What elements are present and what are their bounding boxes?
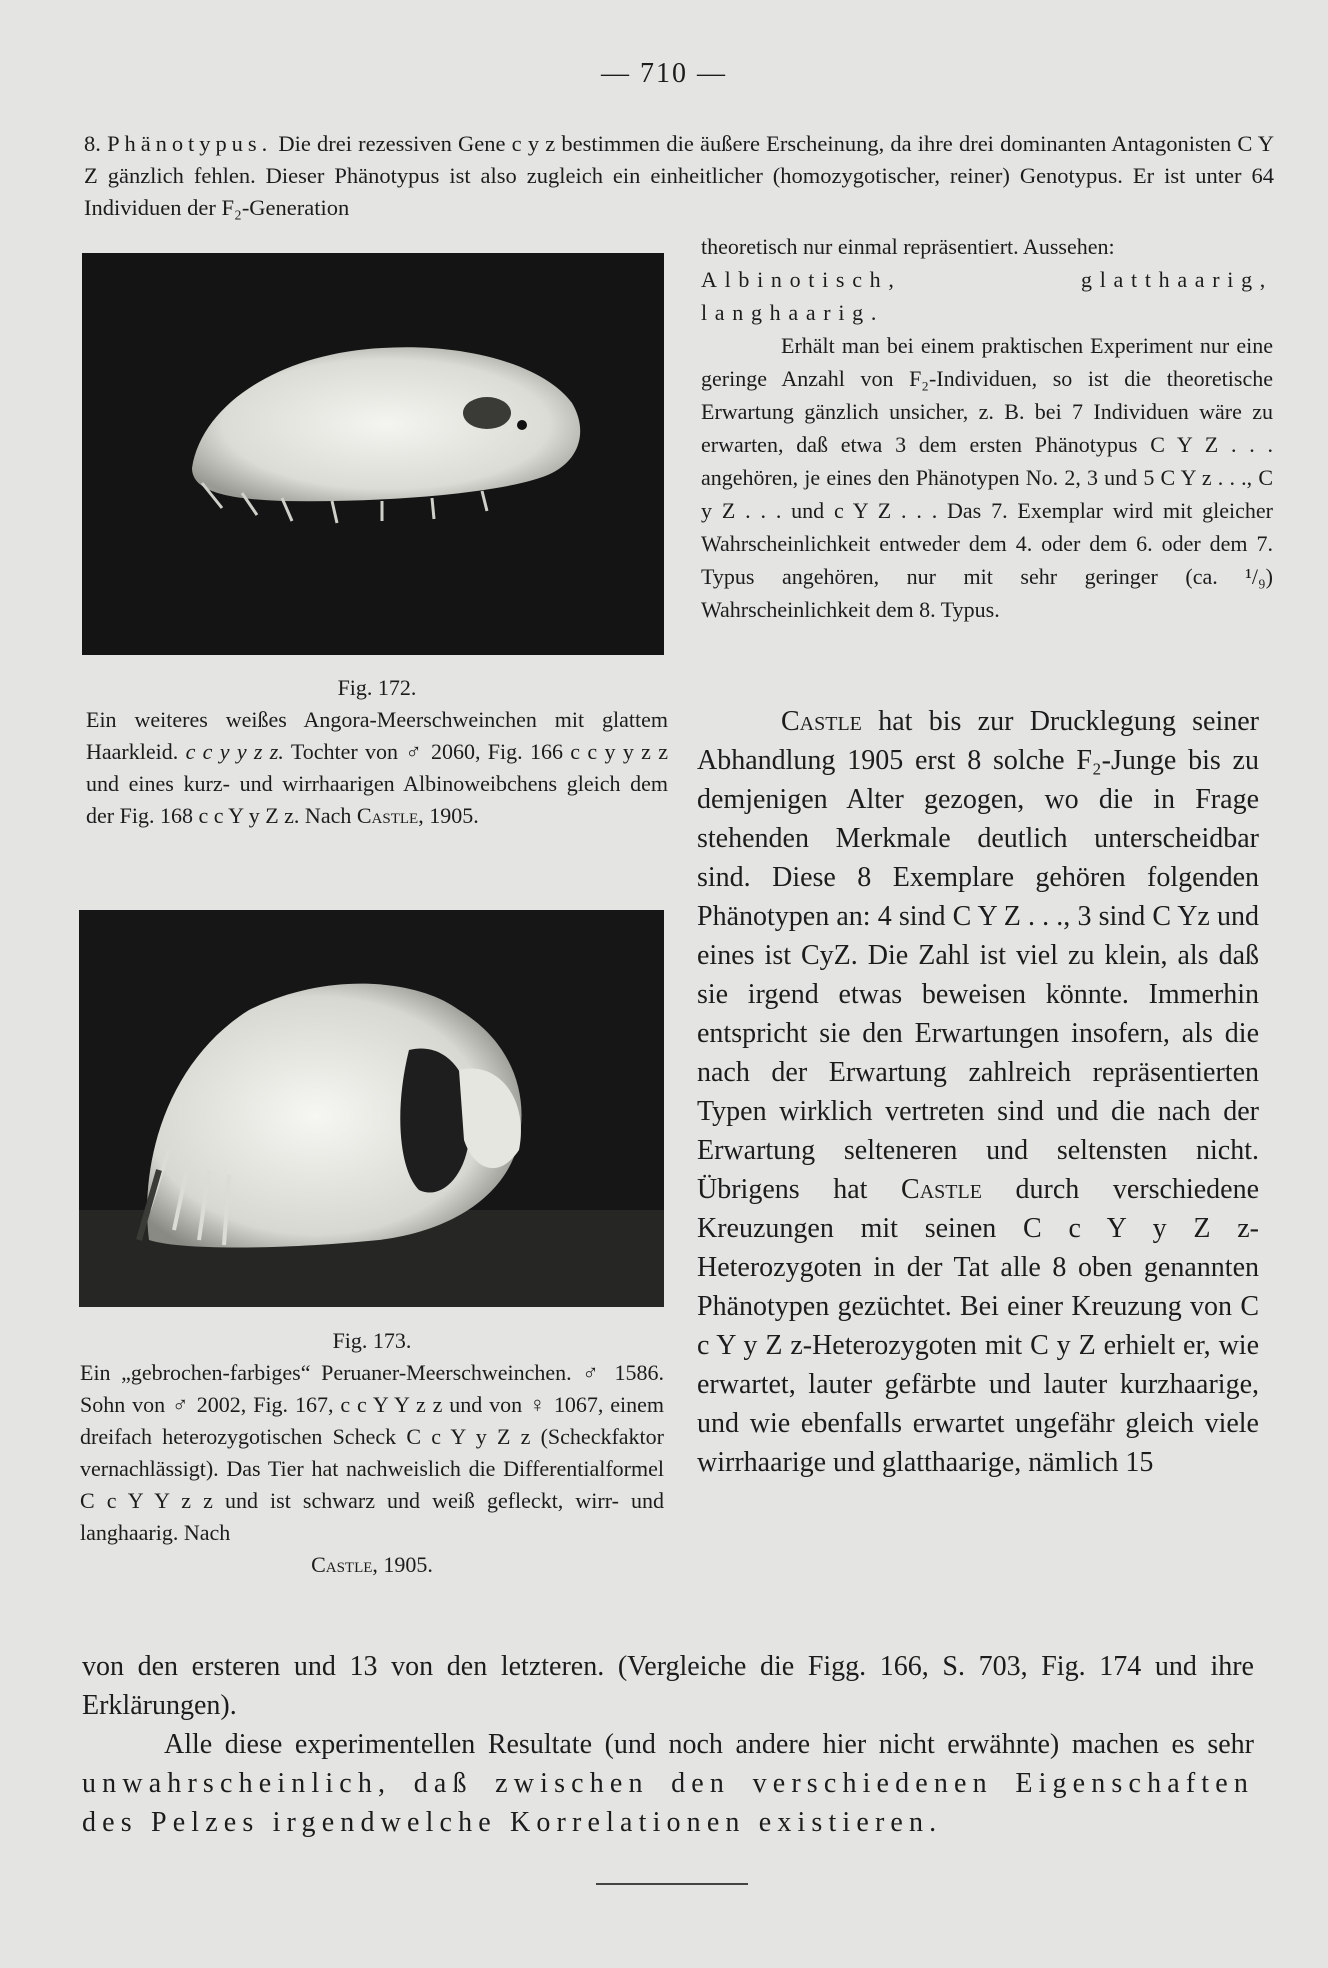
- figure-173-caption: [80, 1325, 664, 1581]
- bottom-text: [82, 1647, 1254, 1842]
- figure-173-year: , 1905.: [372, 1552, 433, 1577]
- figure-172-text-b: Tochter von ♂ 2060, Fig. 166 c c y y z z und eines kurz- und wirrhaarigen Albinoweibchens gleich dem der Fig. 168 c c Y y Z z. Nach: [86, 739, 668, 828]
- figure-173-text: Ein „gebrochen-farbiges“ Peruaner-Meerschweinchen. ♂ 1586. Sohn von ♂ 2002, Fig. 167, c c Y Y z z und von ♀ 1067, einem dreifach heterozygotischen Scheck C c Y y Z z (Scheckfaktor vernachlässigt). Das Tier hat nachweislich die Differentialformel C c Y Y z z und ist schwarz und weiß gefleckt, wirr- und langhaarig. Nach: [80, 1360, 664, 1545]
- figure-173-photo: [79, 910, 664, 1307]
- bottom-line-1: von den ersteren und 13 von den letzteren. (Vergleiche die Figg. 166, S. 703, Fig. 174 und ihre Erklärungen).: [82, 1651, 1254, 1721]
- figure-172-author: Castle: [356, 803, 419, 828]
- author-castle-1: Castle: [781, 706, 862, 737]
- author-castle-2: Castle: [901, 1174, 982, 1205]
- bottom-paragraph: [82, 1725, 1254, 1842]
- guinea-pig-peruvian-illustration: [79, 910, 664, 1307]
- bottom-paragraph-a: Alle diese experimentellen Resultate (und noch andere hier nicht erwähnte) machen es sehr: [164, 1729, 1254, 1760]
- right-p4-text: durch verschiedene Kreuzungen mit seinen C c Y y Z z-Heterozygoten in der Tat alle 8 oben genannten Phänotypen gezüchtet. Bei einer Kreuzung von C c Y y Z z-Heterozygoten mit C y Z erhielt er, wie erwartet, lauter gefärbte und lauter kurzhaarige, und wie ebenfalls erwartet ungefähr gleich viele wirrhaarige und glatthaarige, nämlich 15: [697, 1174, 1260, 1478]
- right-p3-text: hat bis zur Drucklegung seiner Abhandlung 1905 erst 8 solche F₂-Junge bis zu demjenigen Alter gezogen, wo die in Frage stehenden Merkmale deutlich unterscheidbar sind. Diese 8 Exemplare gehören folgenden Phänotypen an: 4 sind C Y Z . . ., 3 sind C Yz und eines ist CyZ. Die Zahl ist viel zu klein, als daß sie irgend etwas beweisen könnte. Immerhin entspricht sie den Erwartungen insofern, als die nach der Erwartung zahlreich repräsentierten Typen wirklich vertreten sind und die nach der Erwartung selteneren und seltensten nicht. Übrigens hat: [697, 706, 1260, 1205]
- right-p2: Erhält man bei einem praktischen Experiment nur eine geringe Anzahl von F₂-Individuen, so ist die theoretische Erwartung gänzlich unsicher, z. B. bei 7 Individuen wäre zu erwarten, daß etwa 3 dem ersten Phänotypus C Y Z . . . angehören, je eines den Phänotypen No. 2, 3 und 5 C Y z . . ., C y Z . . . und c Y Z . . . Das 7. Exemplar wird mit gleicher Wahrscheinlichkeit entweder dem 4. oder dem 6. oder dem 7. Typus angehören, nur mit sehr geringer (ca. ¹/₉) Wahrscheinlichkeit dem 8. Typus.: [701, 333, 1273, 622]
- right-column-large-text: [697, 702, 1259, 1482]
- guinea-pig-white-illustration: [82, 253, 664, 655]
- closing-rule: [596, 1883, 748, 1885]
- right-p1-a: theoretisch nur einmal repräsentiert. Aussehen:: [701, 234, 1115, 259]
- intro-lead: 8.: [84, 131, 108, 156]
- figure-172-year: , 1905.: [418, 803, 479, 828]
- bottom-paragraph-b: unwahrscheinlich, daß zwischen den verschiedenen Eigenschaften des Pelzes irgendwelche Korrelationen existieren.: [82, 1768, 1254, 1838]
- figure-173-label: Fig. 173.: [332, 1328, 412, 1353]
- right-column-small-text: [701, 230, 1273, 626]
- figure-172-caption: [86, 672, 668, 832]
- figure-172-text-a: Ein weiteres weißes Angora-Meerschweinchen mit glattem Haarkleid.: [86, 707, 668, 764]
- figure-172-formula: c c y y z z.: [185, 739, 284, 764]
- figure-172-label: Fig. 172.: [337, 675, 417, 700]
- right-p3: [697, 702, 1259, 1482]
- intro-term: Phänotypus.: [107, 131, 273, 156]
- intro-text: Die drei rezessiven Gene c y z bestimmen die äußere Erscheinung, da ihre drei dominanten Antagonisten C Y Z gänzlich fehlen. Dieser Phänotypus ist also zugleich ein einheitlicher (homozygotischer, reiner) Genotypus. Er ist unter 64 Individuen der F₂-Generation: [84, 131, 1275, 220]
- right-p1-b: Albinotisch, glatthaarig, langhaarig.: [701, 267, 1273, 325]
- page-number: — 710 —: [601, 58, 727, 89]
- intro-paragraph: [84, 128, 1274, 224]
- figure-173-author: Castle: [311, 1552, 373, 1577]
- figure-172-photo: [82, 253, 664, 655]
